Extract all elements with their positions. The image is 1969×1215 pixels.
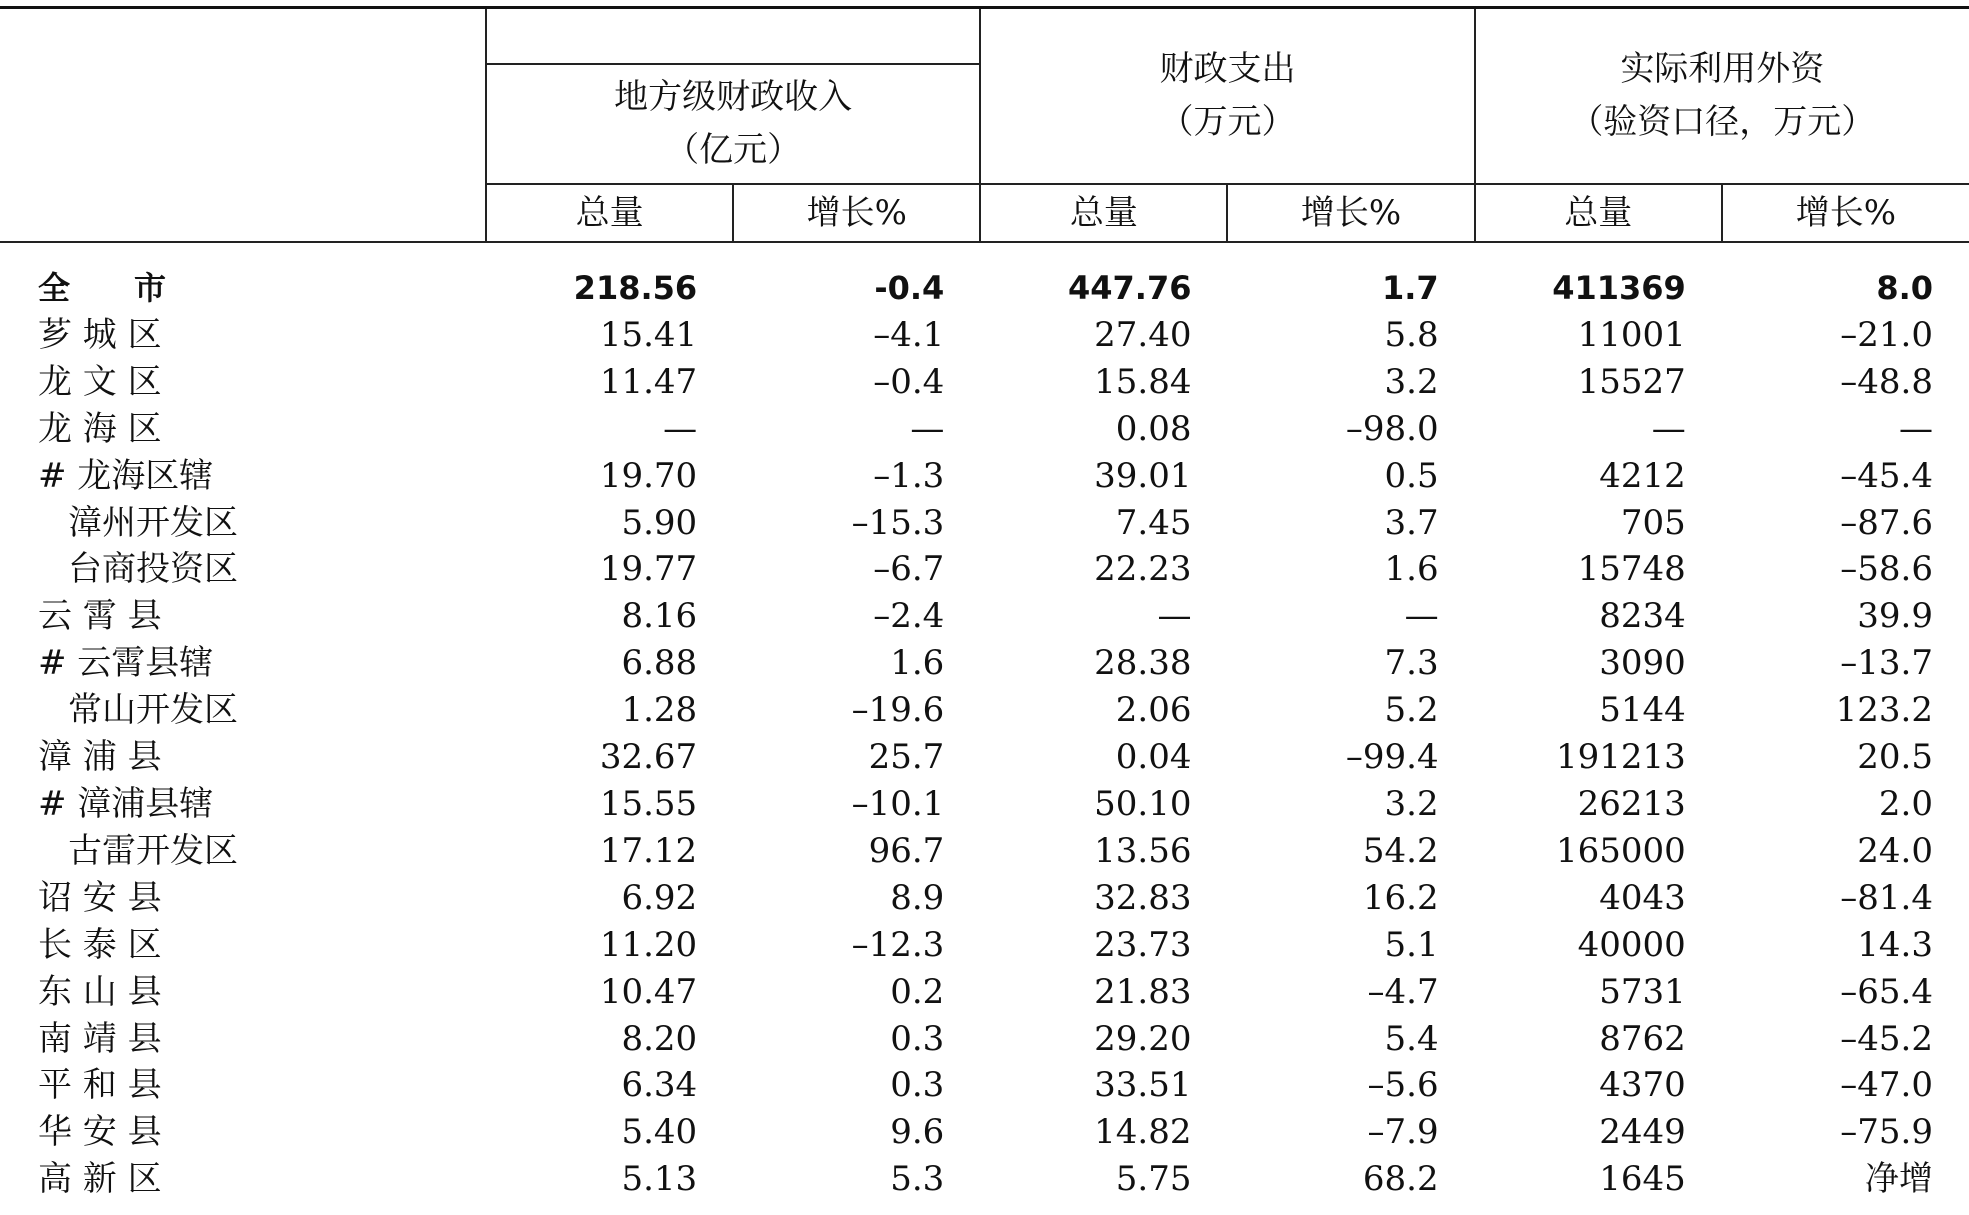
investment-total-cell: 4370: [1599, 1065, 1686, 1106]
investment-growth-cell: –58.6: [1840, 549, 1933, 590]
investment-growth-cell: 8.0: [1876, 269, 1933, 307]
expenditure-total-cell: 32.83: [1094, 877, 1192, 918]
investment-total-cell: 40000: [1577, 924, 1686, 965]
expenditure-growth-cell: 1.6: [1384, 549, 1439, 590]
revenue-total-cell: 19.70: [599, 455, 698, 496]
expenditure-total-cell: 29.20: [1094, 1018, 1192, 1059]
group-title: 地方级财政收入: [614, 77, 853, 118]
subheader-total: 总量: [1475, 184, 1722, 242]
expenditure-growth-cell: 1.7: [1381, 269, 1439, 307]
expenditure-growth-cell: 68.2: [1362, 1159, 1439, 1200]
table-row: [0, 1156, 1969, 1203]
expenditure-growth-cell: –5.6: [1367, 1065, 1439, 1106]
investment-growth-cell: –65.4: [1840, 971, 1933, 1012]
revenue-total-cell: 15.41: [599, 314, 698, 355]
table-row: [0, 640, 1969, 687]
investment-growth-cell: 123.2: [1835, 690, 1933, 731]
expenditure-growth-cell: 5.1: [1384, 924, 1439, 965]
revenue-growth-cell: —: [910, 408, 945, 449]
expenditure-growth-cell: 0.5: [1384, 455, 1439, 496]
revenue-total-cell: 1.28: [621, 690, 698, 731]
investment-total-cell: 4212: [1599, 455, 1686, 496]
table-row: [0, 781, 1969, 828]
investment-total-cell: 26213: [1577, 783, 1686, 824]
expenditure-growth-cell: 5.8: [1384, 314, 1439, 355]
revenue-total-cell: 6.34: [621, 1065, 698, 1106]
investment-growth-cell: 20.5: [1857, 737, 1933, 778]
investment-total-cell: 1645: [1599, 1159, 1686, 1200]
investment-growth-cell: 2.0: [1878, 783, 1933, 824]
subheader-growth: 增长%: [1722, 184, 1969, 242]
group-title: 财政支出: [1159, 49, 1296, 90]
expenditure-growth-cell: –4.7: [1367, 971, 1439, 1012]
investment-growth-cell: –21.0: [1840, 314, 1933, 355]
expenditure-growth-cell: 5.2: [1384, 690, 1439, 731]
investment-total-cell: 11001: [1577, 314, 1686, 355]
table-row: [0, 453, 1969, 500]
investment-total-cell: 2449: [1599, 1112, 1686, 1153]
group-header-expenditure: [980, 8, 1474, 185]
revenue-growth-cell: 8.9: [890, 877, 945, 918]
investment-total-cell: 165000: [1555, 830, 1686, 871]
group-unit: （验资口径，万元）: [1569, 102, 1876, 142]
expenditure-growth-cell: –7.9: [1367, 1112, 1439, 1153]
revenue-total-cell: 5.40: [621, 1112, 698, 1153]
expenditure-growth-cell: —: [1404, 596, 1439, 637]
investment-total-cell: 8762: [1599, 1018, 1686, 1059]
revenue-growth-cell: 96.7: [868, 830, 945, 871]
expenditure-growth-cell: 16.2: [1362, 877, 1439, 918]
revenue-total-cell: 218.56: [573, 269, 698, 307]
row-name: 古雷开发区: [68, 830, 238, 871]
row-name: 常山开发区: [68, 690, 238, 731]
investment-growth-cell: 39.9: [1857, 596, 1933, 637]
investment-growth-cell: –45.4: [1840, 455, 1933, 496]
row-name: 全 市: [38, 269, 167, 307]
expenditure-growth-cell: 3.2: [1384, 783, 1439, 824]
table-row: [0, 359, 1969, 406]
expenditure-total-cell: 14.82: [1094, 1112, 1192, 1153]
investment-growth-cell: 14.3: [1857, 924, 1933, 965]
expenditure-total-cell: 39.01: [1094, 455, 1192, 496]
expenditure-total-cell: 21.83: [1094, 971, 1192, 1012]
table-row: [0, 406, 1969, 453]
group-title: 实际利用外资: [1620, 49, 1825, 90]
expenditure-growth-cell: –99.4: [1345, 737, 1439, 778]
revenue-total-cell: 32.67: [599, 737, 698, 778]
revenue-growth-cell: –10.1: [851, 783, 945, 824]
revenue-growth-cell: 5.3: [890, 1159, 945, 1200]
revenue-total-cell: 8.16: [621, 596, 698, 637]
investment-total-cell: 191213: [1555, 737, 1686, 778]
expenditure-total-cell: 13.56: [1094, 830, 1192, 871]
expenditure-total-cell: 5.75: [1115, 1159, 1192, 1200]
row-name: 诏 安 县: [38, 877, 162, 918]
subheader-total: 总量: [980, 184, 1227, 242]
revenue-growth-cell: -0.4: [874, 269, 945, 307]
expenditure-total-cell: 0.08: [1115, 408, 1192, 449]
expenditure-growth-cell: 54.2: [1362, 830, 1439, 871]
expenditure-growth-cell: 3.2: [1384, 361, 1439, 402]
row-name: 东 山 县: [38, 971, 162, 1012]
investment-growth-cell: 24.0: [1857, 830, 1933, 871]
header-spacer: [486, 8, 980, 65]
table-row: [0, 734, 1969, 781]
investment-growth-cell: –81.4: [1840, 877, 1933, 918]
revenue-growth-cell: –15.3: [851, 502, 945, 543]
revenue-total-cell: 17.12: [599, 830, 698, 871]
fiscal-statistics-table: [0, 6, 1969, 1203]
table-row: [0, 687, 1969, 734]
investment-total-cell: 15748: [1577, 549, 1686, 590]
revenue-total-cell: 8.20: [621, 1018, 698, 1059]
table-body: [0, 242, 1969, 1203]
expenditure-growth-cell: 3.7: [1384, 502, 1439, 543]
group-unit: （亿元）: [665, 130, 802, 170]
investment-total-cell: 3090: [1599, 643, 1686, 684]
revenue-growth-cell: 0.2: [890, 971, 945, 1012]
table-row: [0, 500, 1969, 547]
expenditure-total-cell: 33.51: [1094, 1065, 1192, 1106]
table-row: [0, 593, 1969, 640]
row-name: 龙 文 区: [38, 361, 162, 402]
row-name: 云 霄 县: [38, 596, 162, 637]
investment-growth-cell: –75.9: [1840, 1112, 1933, 1153]
investment-total-cell: 5731: [1599, 971, 1686, 1012]
investment-total-cell: —: [1651, 408, 1686, 449]
table-header: [0, 8, 1969, 243]
row-name: 长 泰 区: [38, 924, 162, 965]
expenditure-growth-cell: –98.0: [1345, 408, 1439, 449]
revenue-growth-cell: 1.6: [890, 643, 945, 684]
revenue-growth-cell: –19.6: [851, 690, 945, 731]
revenue-growth-cell: 9.6: [890, 1112, 945, 1153]
revenue-growth-cell: 0.3: [890, 1018, 945, 1059]
expenditure-total-cell: 2.06: [1115, 690, 1192, 731]
subheader-growth: 增长%: [1227, 184, 1474, 242]
revenue-growth-cell: 0.3: [890, 1065, 945, 1106]
table-row: [0, 312, 1969, 359]
expenditure-total-cell: 22.23: [1094, 549, 1192, 590]
group-header-foreign-investment: [1475, 8, 1969, 185]
expenditure-total-cell: 0.04: [1115, 737, 1192, 778]
revenue-total-cell: 19.77: [599, 549, 698, 590]
investment-total-cell: 5144: [1599, 690, 1686, 731]
expenditure-total-cell: 15.84: [1094, 361, 1192, 402]
expenditure-total-cell: 50.10: [1094, 783, 1192, 824]
investment-total-cell: 15527: [1577, 361, 1686, 402]
expenditure-growth-cell: 7.3: [1384, 643, 1439, 684]
table-row: [0, 1016, 1969, 1063]
row-name: # 云霄县辖: [38, 643, 214, 684]
table-row: [0, 1109, 1969, 1156]
row-name: 华 安 县: [38, 1112, 162, 1153]
investment-growth-cell: –45.2: [1840, 1018, 1933, 1059]
expenditure-total-cell: 28.38: [1094, 643, 1192, 684]
table-row: [0, 828, 1969, 875]
expenditure-growth-cell: 5.4: [1384, 1018, 1439, 1059]
subheader-growth: 增长%: [733, 184, 980, 242]
row-name: # 龙海区辖: [38, 455, 214, 496]
revenue-total-cell: 11.47: [599, 361, 698, 402]
revenue-growth-cell: –12.3: [851, 924, 945, 965]
row-name: 龙 海 区: [38, 408, 162, 449]
revenue-growth-cell: –1.3: [873, 455, 945, 496]
row-name: 台商投资区: [68, 549, 238, 590]
revenue-total-cell: —: [663, 408, 698, 449]
expenditure-total-cell: 7.45: [1115, 502, 1192, 543]
revenue-growth-cell: –2.4: [873, 596, 945, 637]
region-column-header: [0, 8, 486, 243]
row-name: 漳州开发区: [68, 502, 238, 543]
table-row: [0, 922, 1969, 969]
investment-total-cell: 411369: [1552, 269, 1686, 307]
subheader-total: 总量: [486, 184, 733, 242]
revenue-total-cell: 11.20: [599, 924, 698, 965]
investment-growth-cell: 净增: [1865, 1159, 1933, 1200]
revenue-growth-cell: –0.4: [873, 361, 945, 402]
expenditure-total-cell: 23.73: [1094, 924, 1192, 965]
revenue-total-cell: 10.47: [599, 971, 698, 1012]
revenue-total-cell: 5.90: [621, 502, 698, 543]
row-name: 南 靖 县: [38, 1018, 162, 1059]
row-name: 漳 浦 县: [38, 737, 162, 778]
row-name: 芗 城 区: [38, 314, 162, 355]
revenue-total-cell: 5.13: [621, 1159, 698, 1200]
investment-growth-cell: —: [1899, 408, 1933, 449]
row-name: 高 新 区: [38, 1159, 162, 1200]
row-name: 平 和 县: [38, 1065, 162, 1106]
investment-total-cell: 8234: [1599, 596, 1686, 637]
revenue-growth-cell: –6.7: [873, 549, 945, 590]
revenue-growth-cell: 25.7: [868, 737, 945, 778]
table-row: [0, 1062, 1969, 1109]
investment-growth-cell: –47.0: [1840, 1065, 1933, 1106]
table-row: [0, 875, 1969, 922]
table-row: [0, 546, 1969, 593]
revenue-total-cell: 15.55: [599, 783, 698, 824]
revenue-total-cell: 6.88: [621, 643, 698, 684]
table-row: [0, 969, 1969, 1016]
expenditure-total-cell: —: [1157, 596, 1192, 637]
investment-total-cell: 4043: [1599, 877, 1686, 918]
group-header-revenue: [486, 64, 980, 184]
investment-growth-cell: –13.7: [1840, 643, 1933, 684]
investment-growth-cell: –48.8: [1840, 361, 1933, 402]
revenue-total-cell: 6.92: [621, 877, 698, 918]
investment-total-cell: 705: [1620, 502, 1686, 543]
expenditure-total-cell: 447.76: [1067, 269, 1192, 307]
group-unit: （万元）: [1159, 102, 1296, 142]
table-row-total: [0, 265, 1969, 312]
revenue-growth-cell: –4.1: [873, 314, 945, 355]
row-name: # 漳浦县辖: [38, 783, 214, 824]
investment-growth-cell: –87.6: [1840, 502, 1933, 543]
expenditure-total-cell: 27.40: [1094, 314, 1192, 355]
